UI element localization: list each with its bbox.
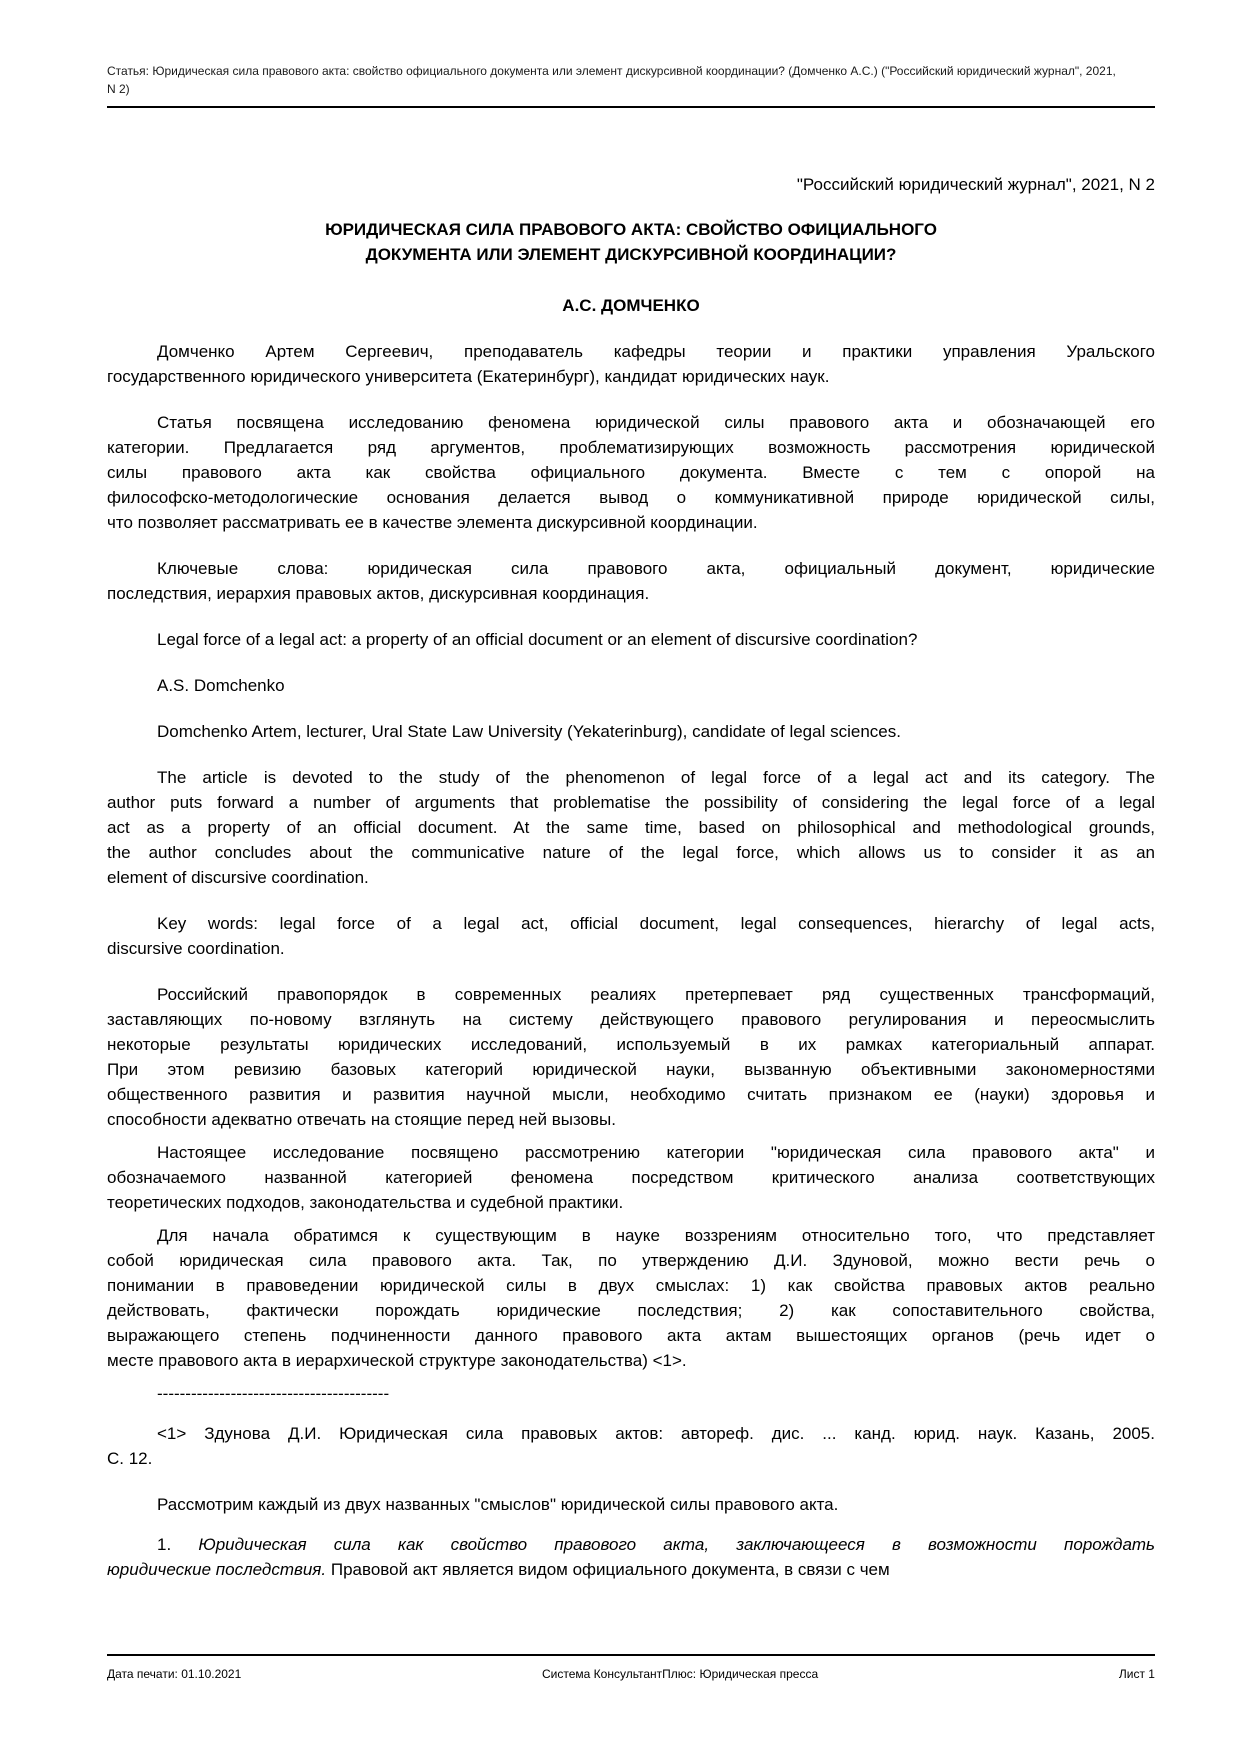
text-line: С. 12. [107,1449,153,1468]
text-line: A.S. Domchenko [157,676,285,695]
author-info-ru [107,339,1155,389]
abstract-ru [107,410,1155,535]
header-line-1: Статья: Юридическая сила правового акта: свойство официального документа или элемент дискурсивной координации? (Домченко А.С.) ("Российский юридический журнал", 2021, [107,64,1116,78]
text-line: Ключевые слова: юридическая сила правового акта, официальный документ, юридические [157,559,1155,578]
text-line: Для начала обратимся к существующим в науке воззрениям относительно того, что представляет [157,1226,1155,1245]
text-line: некоторые результаты юридических исследований, используемый в их рамках категориальный аппарат. [107,1035,1155,1054]
text-line: юридические последствия. Правовой акт является видом официального документа, в связи с чем [107,1560,890,1579]
body-paragraph [107,1492,1155,1517]
text-line: the author concludes about the communicative nature of the legal force, which allows us to consider it as an [107,843,1155,862]
system-name: Система КонсультантПлюс: Юридическая пресса [542,1667,819,1681]
text-line: заставляющих по-новому взглянуть на систему действующего правового регулирования и переосмыслить [107,1010,1155,1029]
text-line: The article is devoted to the study of the phenomenon of legal force of a legal act and its category. The [157,768,1155,787]
text-line: Legal force of a legal act: a property of an official document or an element of discursive coordination? [157,630,918,649]
text-line: discursive coordination. [107,939,285,958]
text-line: силы правового акта как свойства официального документа. Вместе с тем с опорой на [107,463,1155,482]
body-paragraph [107,1532,1155,1582]
keywords-en [107,911,1155,961]
text-line: <1> Здунова Д.И. Юридическая сила правовых актов: автореф. дис. ... канд. юрид. наук. Казань, 2005. [157,1424,1155,1443]
text-line: выражающего степень подчиненности данного правового акта актам вышестоящих органов (речь идет о [107,1326,1155,1345]
text-line: категории. Предлагается ряд аргументов, проблематизирующих возможность рассмотрения юридической [107,438,1155,457]
text-line: государственного юридического университета (Екатеринбург), кандидат юридических наук. [107,367,830,386]
text-line: act as a property of an official document. At the same time, based on philosophical and methodological grounds, [107,818,1155,837]
footnote-separator [107,1381,1155,1406]
text-line: обозначаемого названной категорией феномена посредством критического анализа соответствующих [107,1168,1155,1187]
body-paragraph [107,982,1155,1132]
abstract-en [107,765,1155,890]
body-paragraph [107,1223,1155,1373]
text-line: понимании в правоведении юридической силы в двух смыслах: 1) как свойства правовых актов реально [107,1276,1155,1295]
text-line: Key words: legal force of a legal act, official document, legal consequences, hierarchy of legal acts, [157,914,1155,933]
header-divider [107,106,1155,108]
body-paragraphs [107,339,1155,1582]
text-line: последствия, иерархия правовых актов, дискурсивная координация. [107,584,650,603]
sheet-number: Лист 1 [1118,1667,1155,1681]
keywords-ru [107,556,1155,606]
author-info-en [107,719,1155,744]
footnote [107,1421,1155,1471]
document-content [0,172,1241,1582]
text-line: element of discursive coordination. [107,868,369,887]
text-line: что позволяет рассматривать ее в качестве элемента дискурсивной координации. [107,513,758,532]
journal-reference: "Российский юридический журнал", 2021, N 2 [796,175,1155,194]
text-line: общественного развития и развития научной мысли, необходимо считать признаком ее (науки) здоровья и [107,1085,1155,1104]
text-line: месте правового акта в иерархической структуре законодательства) <1>. [107,1351,687,1370]
header-line-2: N 2) [107,82,130,96]
text-line: теоретических подходов, законодательства и судебной практики. [107,1193,624,1212]
author-en [107,673,1155,698]
text-line: Домченко Артем Сергеевич, преподаватель кафедры теории и практики управления Уральского [157,342,1155,361]
text-line: Статья посвящена исследованию феномена юридической силы правового акта и обозначающей его [157,413,1155,432]
article-title [107,217,1155,267]
text-line: собой юридическая сила правового акта. Так, по утверждению Д.И. Здуновой, можно вести речь о [107,1251,1155,1270]
author-heading: А.С. ДОМЧЕНКО [562,296,700,315]
title-en [107,627,1155,652]
article-title-line-1: ЮРИДИЧЕСКАЯ СИЛА ПРАВОВОГО АКТА: СВОЙСТВО ОФИЦИАЛЬНОГО [325,220,937,239]
text-line: ----------------------------------------- [157,1384,390,1403]
text-line: author puts forward a number of arguments that problematise the possibility of considering the legal force of a legal [107,793,1155,812]
text-line: Domchenko Artem, lecturer, Ural State Law University (Yekaterinburg), candidate of legal sciences. [157,722,901,741]
document-header [0,0,1241,98]
text-line: способности адекватно отвечать на стоящие перед ней вызовы. [107,1110,616,1129]
text-line: 1. Юридическая сила как свойство правового акта, заключающееся в возможности порождать [157,1535,1156,1554]
text-line: Настоящее исследование посвящено рассмотрению категории "юридическая сила правового акта" и [157,1143,1155,1162]
article-title-line-2: ДОКУМЕНТА ИЛИ ЭЛЕМЕНТ ДИСКУРСИВНОЙ КООРДИНАЦИИ? [365,245,897,264]
text-line: Рассмотрим каждый из двух названных "смыслов" юридической силы правового акта. [157,1495,839,1514]
text-line: Российский правопорядок в современных реалиях претерпевает ряд существенных трансформаций, [157,985,1155,1004]
text-line: действовать, фактически порождать юридические последствия; 2) как сопоставительного свойства, [107,1301,1155,1320]
print-date: Дата печати: 01.10.2021 [107,1667,242,1681]
body-paragraph [107,1140,1155,1215]
text-line: философско-методологические основания делается вывод о коммуникативной природе юридической силы, [107,488,1155,507]
text-line: При этом ревизию базовых категорий юридической науки, вызванную объективными закономерностями [107,1060,1155,1079]
document-footer [107,1654,1155,1682]
